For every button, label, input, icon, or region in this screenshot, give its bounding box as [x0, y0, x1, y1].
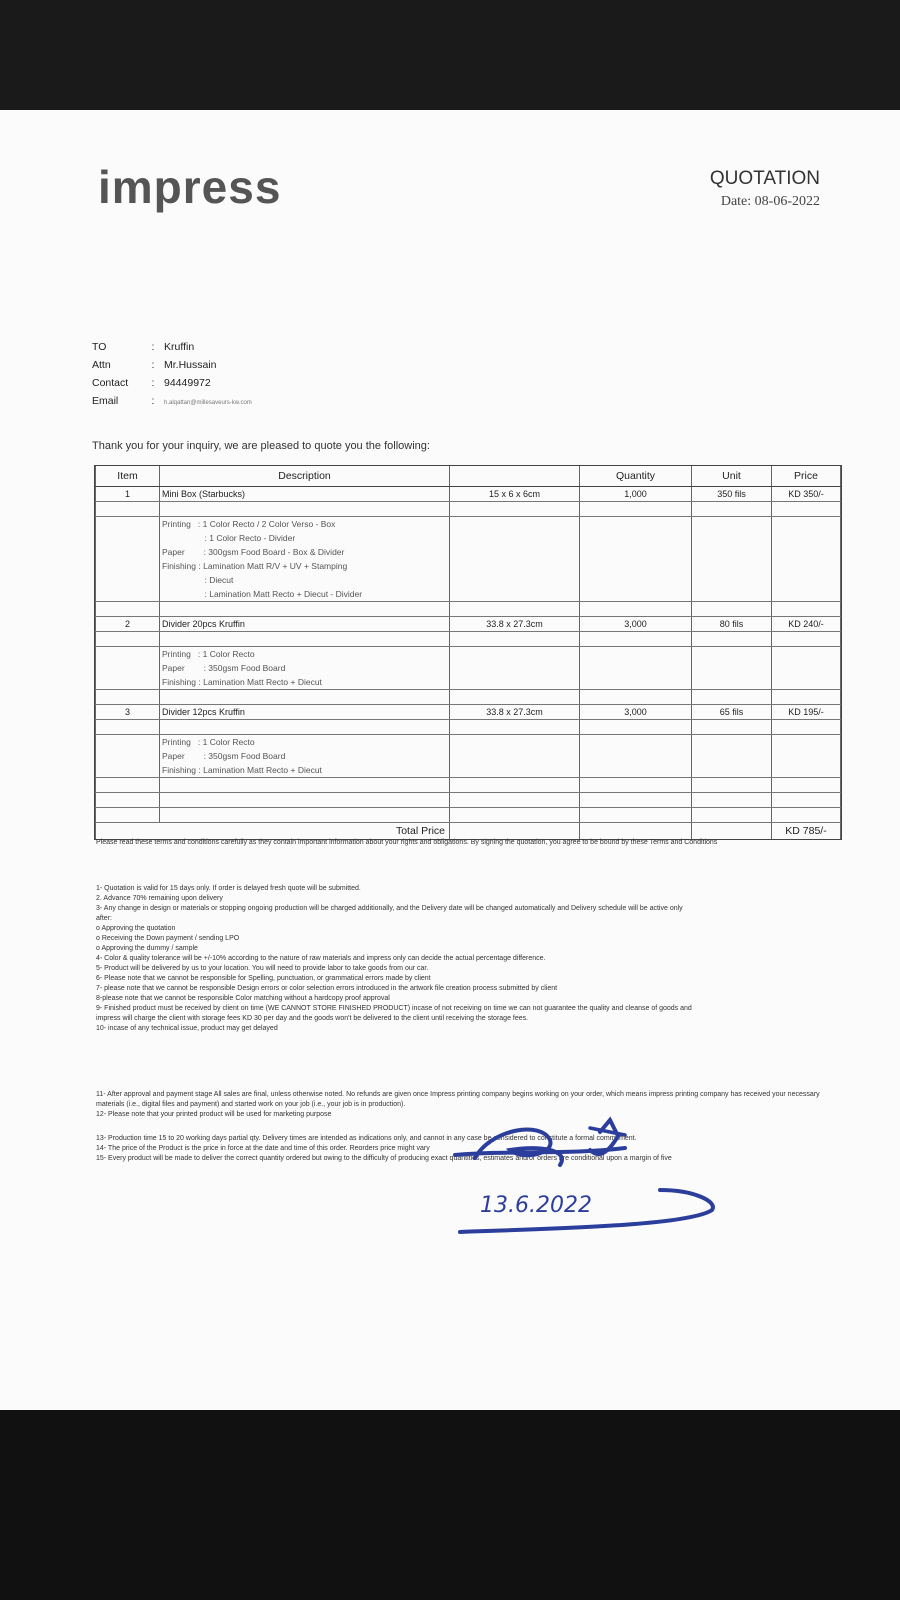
terms-line: impress will charge the client with storage fees KD 30 per day and the goods won't be delivered to the client until receiving the storage fees. [96, 1015, 529, 1022]
table-row [96, 502, 841, 517]
table-row [96, 720, 841, 735]
terms-line: 12- Please note that your printed product will be used for marketing purpose [96, 1111, 332, 1118]
detail-row [96, 763, 841, 778]
item-number: 1 [96, 487, 160, 502]
item-spec-line: Printing : 1 Color Recto [160, 735, 450, 750]
table-row [96, 778, 841, 793]
detail-row [96, 517, 841, 532]
table-row [96, 602, 841, 617]
terms-line: 4- Color & quality tolerance will be +/-10% according to the nature of raw materials and impress only can decide the actual percentage difference. [96, 955, 546, 962]
table-row [96, 617, 841, 632]
item-title: Divider 12pcs Kruffin [160, 705, 450, 720]
detail-row [96, 531, 841, 545]
client-attn-row: Attn : Mr.Hussain [92, 359, 217, 371]
company-logo: impress [98, 161, 282, 213]
quotation-date: Date: 08-06-2022 [720, 194, 820, 209]
header-description: Description [160, 466, 450, 487]
item-title: Divider 20pcs Kruffin [160, 617, 450, 632]
item-number: 2 [96, 617, 160, 632]
item-size: 33.8 x 27.3cm [450, 705, 580, 720]
item-spec-line: Printing : 1 Color Recto [160, 647, 450, 662]
terms-line: o Approving the dummy / sample [96, 945, 198, 952]
total-value: KD 785/- [772, 823, 841, 840]
background-top [0, 0, 900, 110]
terms-line: 14- The price of the Product is the price in force at the date and time of this order. Reorders price might vary [96, 1145, 430, 1152]
terms-line: 13- Production time 15 to 20 working days partial qty. Delivery times are intended as indications only, and cannot in any case be considered to constitute a formal commitment. [96, 1135, 637, 1142]
detail-row [96, 559, 841, 573]
item-unit-price: 80 fils [692, 617, 772, 632]
client-email-row: Email : h.alqattan@millesaveurs-kw.com [92, 395, 252, 407]
item-price: KD 350/- [772, 487, 841, 502]
detail-row [96, 749, 841, 763]
table-row [96, 705, 841, 720]
item-price: KD 195/- [772, 705, 841, 720]
item-number: 3 [96, 705, 160, 720]
detail-row [96, 573, 841, 587]
intro-text: Thank you for your inquiry, we are pleased to quote you the following: [92, 440, 430, 452]
item-spec-line: Finishing : Lamination Matt R/V + UV + Stamping [160, 559, 450, 573]
item-spec-line: Paper : 300gsm Food Board - Box & Divider [160, 545, 450, 559]
terms-line: 3- Any change in design or materials or stopping ongoing production will be charged additionally, and the Delivery date will be changed automatically and Delivery schedule will be active only [96, 905, 683, 912]
terms-list-a [96, 884, 836, 1034]
table-row [96, 690, 841, 705]
client-name: Kruffin [164, 341, 195, 353]
terms-line: 7- please note that we cannot be responsible Design errors or color selection errors introduced in the artwork file creation process submitted by client [96, 985, 558, 992]
quotation-table [94, 465, 842, 840]
client-to-row: TO : Kruffin [92, 341, 195, 353]
item-spec-line: Paper : 350gsm Food Board [160, 749, 450, 763]
detail-row [96, 587, 841, 602]
total-label: Total Price [96, 823, 450, 840]
terms-line: 8-please note that we cannot be responsible Color matching without a hardcopy proof approval [96, 995, 390, 1002]
item-quantity: 1,000 [580, 487, 692, 502]
detail-row [96, 647, 841, 662]
handwritten-signature [450, 1110, 730, 1240]
header-item: Item [96, 466, 160, 487]
document-title: QUOTATION [709, 168, 820, 189]
terms-line: 11- After approval and payment stage All sales are final, unless otherwise noted. No refunds are given once Impress printing company begins working on your order, which means impress printing company has received your necessary materials (i.e., digital files and payment) and started work on your job (i.e., your job is in production). [96, 1091, 820, 1108]
terms-line: 15- Every product will be made to deliver the correct quantity ordered but owing to the difficulty of producing exact quantities, estimates and/or orders are conditional upon a margin of five [96, 1155, 672, 1162]
table-row [96, 808, 841, 823]
terms-preamble: Please read these terms and conditions carefully as they contain important information about your rights and obligations. By signing the quotation, you agree to be bound by these Terms and Conditions [96, 839, 718, 846]
client-contact-row: Contact : 94449972 [92, 377, 211, 389]
background-bottom [0, 1410, 900, 1600]
table-row [96, 793, 841, 808]
attn-name: Mr.Hussain [164, 359, 217, 371]
item-price: KD 240/- [772, 617, 841, 632]
header-unit: Unit [692, 466, 772, 487]
item-size: 33.8 x 27.3cm [450, 617, 580, 632]
table-row [96, 632, 841, 647]
item-spec-line: Finishing : Lamination Matt Recto + Diecut [160, 763, 450, 778]
item-spec-line: : 1 Color Recto - Divider [160, 531, 450, 545]
detail-row [96, 675, 841, 690]
item-unit-price: 65 fils [692, 705, 772, 720]
quotation-sheet [0, 110, 900, 1410]
item-spec-line: Printing : 1 Color Recto / 2 Color Verso - Box [160, 517, 450, 532]
terms-line: 1- Quotation is valid for 15 days only. If order is delayed fresh quote will be submitted. [96, 885, 361, 892]
email-address: h.alqattan@millesaveurs-kw.com [164, 400, 252, 406]
terms-line: 6- Please note that we cannot be responsible for Spelling, punctuation, or grammatical errors made by client [96, 975, 431, 982]
item-unit-price: 350 fils [692, 487, 772, 502]
contact-number: 94449972 [164, 377, 211, 389]
detail-row [96, 661, 841, 675]
terms-line: 9- Finished product must be received by client on time (WE CANNOT STORE FINISHED PRODUCT) incase of not receiving on time we can not guarantee the quality and cleanse of goods and [96, 1005, 692, 1012]
terms-line: 10- incase of any technical issue, product may get delayed [96, 1025, 278, 1032]
item-spec-line: : Diecut [160, 573, 450, 587]
item-title: Mini Box (Starbucks) [160, 487, 450, 502]
terms-line: after: [96, 915, 112, 922]
item-spec-line: Finishing : Lamination Matt Recto + Diecut [160, 675, 450, 690]
item-quantity: 3,000 [580, 617, 692, 632]
terms-line: o Receiving the Down payment / sending LPO [96, 935, 240, 942]
terms-line: 5- Product will be delivered by us to your location. You will need to provide labor to take goods from our car. [96, 965, 429, 972]
detail-row [96, 545, 841, 559]
terms-line: 2. Advance 70% remaining upon delivery [96, 895, 223, 902]
terms-line: o Approving the quotation [96, 925, 176, 932]
table-row [96, 487, 841, 502]
header-quantity: Quantity [580, 466, 692, 487]
item-quantity: 3,000 [580, 705, 692, 720]
detail-row [96, 735, 841, 750]
item-spec-line: Paper : 350gsm Food Board [160, 661, 450, 675]
item-spec-line: : Lamination Matt Recto + Diecut - Divider [160, 587, 450, 602]
header-price: Price [772, 466, 841, 487]
item-size: 15 x 6 x 6cm [450, 487, 580, 502]
signature-date: 13.6.2022 [480, 1193, 592, 1218]
